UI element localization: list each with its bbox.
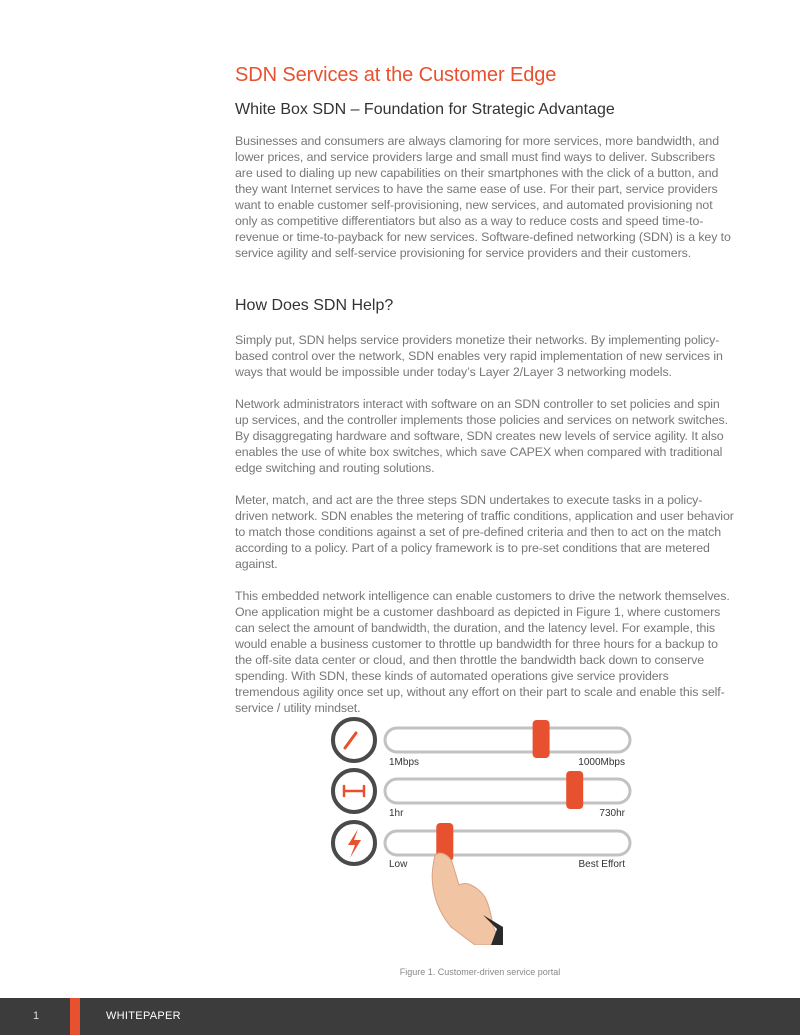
slider-min-label: 1hr bbox=[389, 808, 404, 819]
speedometer-needle bbox=[345, 733, 356, 748]
page-title: SDN Services at the Customer Edge bbox=[235, 64, 557, 86]
intro-paragraph: Businesses and consumers are always clamoring for more services, more bandwidth, and lower prices, and service providers large and small must find ways to deliver. Subscribers are used to dialing up new capabilities on their smartphones with the click of a button, and they want Internet services to have the same ease of use. For their part, service providers want to enable customer self-provisioning, new services, and automated provisioning not only as competitive differentiators but also as a way to reduce costs and speed time-to-revenue or time-to-payback for new services. Software-defined networking (SDN) is a key to service agility and self-service provisioning for service providers and their customers. bbox=[235, 134, 731, 260]
figure-caption: Figure 1. Customer-driven service portal bbox=[399, 967, 561, 977]
slider-max-label: 1000Mbps bbox=[578, 757, 625, 768]
pointing-hand-illustration bbox=[432, 853, 503, 945]
slider-max-label: Best Effort bbox=[578, 859, 625, 870]
footer-accent-bar bbox=[70, 998, 80, 1035]
slider-min-label: Low bbox=[389, 859, 408, 870]
slider-track bbox=[385, 831, 630, 855]
slider-thumb[interactable] bbox=[533, 720, 550, 758]
service-portal-figure bbox=[325, 715, 645, 945]
lightning-bolt-glyph bbox=[348, 829, 361, 858]
service-portal-illustration bbox=[325, 715, 645, 945]
page-footer bbox=[0, 998, 800, 1035]
slider-track bbox=[385, 728, 630, 752]
footer-label: WHITEPAPER bbox=[106, 1010, 181, 1022]
section-heading: How Does SDN Help? bbox=[235, 297, 394, 314]
page-number: 1 bbox=[33, 1010, 40, 1022]
page-subtitle: White Box SDN – Foundation for Strategic Advantage bbox=[235, 101, 615, 118]
slider-thumb[interactable] bbox=[566, 771, 583, 809]
body-paragraph-1: Simply put, SDN helps service providers monetize their networks. By implementing policy-based control over the network, SDN enables very rapid implementation of new services in ways that would be impossible under today’s Layer 2/Layer 3 networking models. bbox=[235, 333, 723, 379]
body-paragraph-4: This embedded network intelligence can enable customers to drive the network themselves. One application might be a customer dashboard as depicted in Figure 1, where customers can select the amount of bandwidth, the duration, and the latency level. For example, this would enable a business customer to throttle up bandwidth for three hours for a backup to the off-site data center or cloud, and then throttle the bandwidth back down to conserve spending. With SDN, these kinds of automated operations give service providers tremendous agility once set up, without any effort on their part to scale and enable this self-service / utility mindset. bbox=[235, 589, 730, 715]
latency-slider[interactable] bbox=[333, 822, 630, 870]
duration-slider[interactable] bbox=[333, 770, 630, 819]
hand-shape bbox=[432, 853, 500, 945]
slider-min-label: 1Mbps bbox=[389, 757, 420, 768]
main-content bbox=[235, 64, 735, 732]
body-paragraph-3: Meter, match, and act are the three steps SDN undertakes to execute tasks in a policy-driven network. SDN enables the metering of traffic conditions, application and user behavior to match those conditions against a set of pre-defined criteria and then to act on the match according to a policy. Part of a policy framework is to pre-set conditions that are metered against. bbox=[235, 493, 734, 571]
bandwidth-slider[interactable] bbox=[333, 719, 630, 768]
duration-arrow-glyph bbox=[344, 786, 364, 796]
slider-track bbox=[385, 779, 630, 803]
body-paragraph-2: Network administrators interact with software on an SDN controller to set policies and spin up services, and the controller implements those policies and services on network switches. By disaggregating hardware and software, SDN creates new levels of service agility. It also enables the use of white box switches, which save CAPEX when compared with traditional edge switching and routing solutions. bbox=[235, 397, 728, 475]
speedometer-icon bbox=[333, 719, 375, 761]
slider-max-label: 730hr bbox=[599, 808, 625, 819]
